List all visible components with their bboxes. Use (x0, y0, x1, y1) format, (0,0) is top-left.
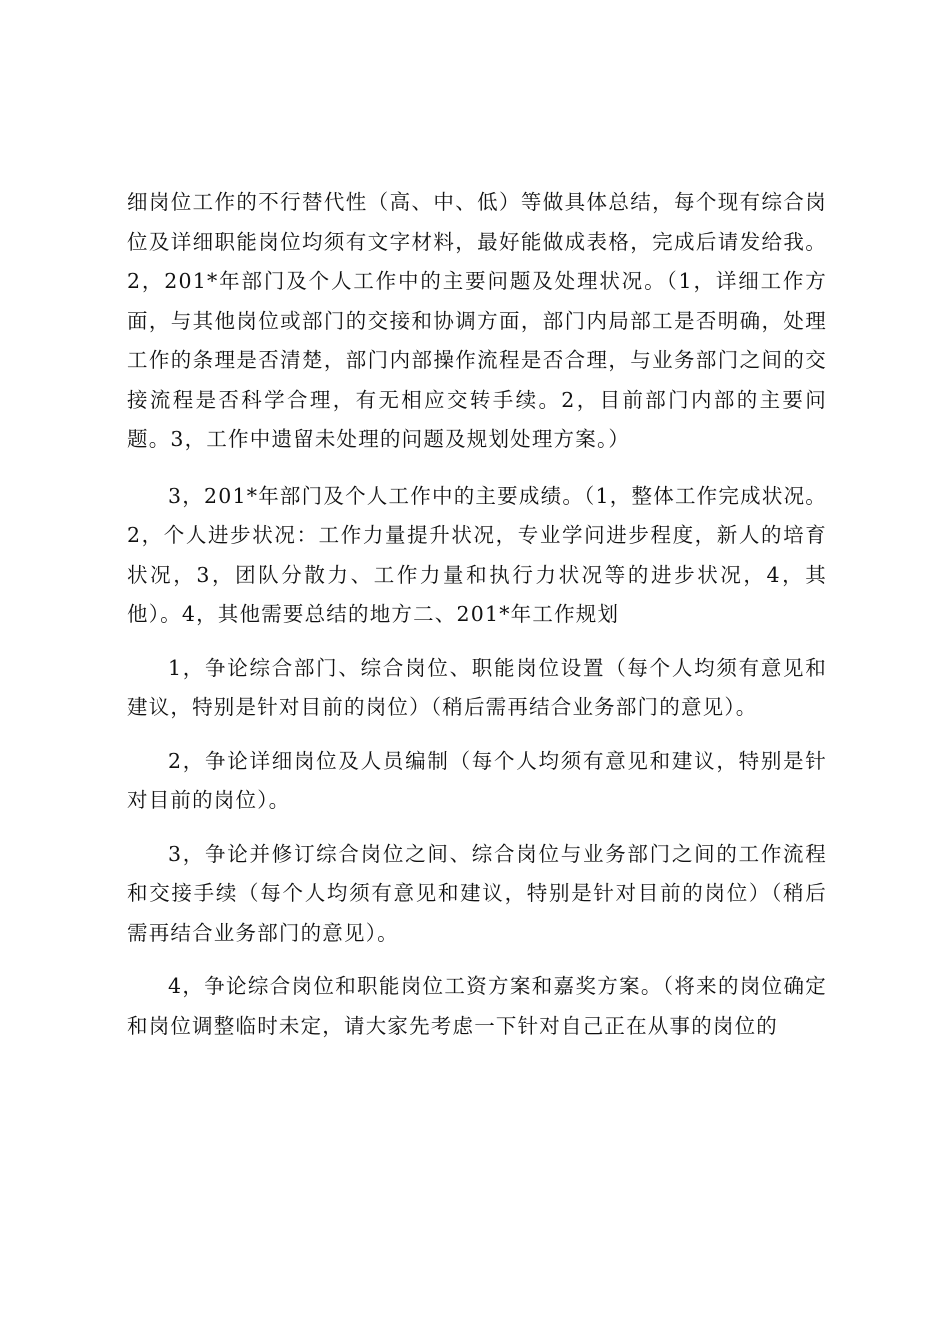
paragraph-plan-item-2: 2，争论详细岗位及人员编制（每个人均须有意见和建议，特别是针对目前的岗位）。 (127, 748, 827, 812)
document-body (127, 183, 827, 1046)
paragraph-continuation: 细岗位工作的不行替代性（高、中、低）等做具体总结，每个现有综合岗位及详细职能岗位均须有文字材料，最好能做成表格，完成后请发给我。2，201*年部门及个人工作中的主要问题及处理状况。（1，详细工作方面，与其他岗位或部门的交接和协调方面，部门内局部工是否明确，处理工作的条理是否清楚，部门内部操作流程是否合理，与业务部门之间的交接流程是否科学合理，有无相应交转手续。2，目前部门内部的主要问题。3，工作中遗留未处理的问题及规划处理方案。） (127, 190, 827, 451)
paragraph-plan-item-1: 1，争论综合部门、综合岗位、职能岗位设置（每个人均须有意见和建议，特别是针对目前的岗位）（稍后需再结合业务部门的意见）。 (127, 655, 827, 719)
paragraph-plan-item-3: 3，争论并修订综合岗位之间、综合岗位与业务部门之间的工作流程和交接手续（每个人均须有意见和建议，特别是针对目前的岗位）（稍后需再结合业务部门的意见）。 (127, 841, 827, 945)
paragraph-achievements: 3，201*年部门及个人工作中的主要成绩。（1，整体工作完成状况。2，个人进步状况：工作力量提升状况，专业学问进步程度，新人的培育状况，3，团队分散力、工作力量和执行力状况等的进步状况，4，其他）。4，其他需要总结的地方二、201*年工作规划 (127, 483, 827, 626)
paragraph-plan-item-4: 4，争论综合岗位和职能岗位工资方案和嘉奖方案。（将来的岗位确定和岗位调整临时未定，请大家先考虑一下针对自己正在从事的岗位的 (127, 974, 827, 1038)
